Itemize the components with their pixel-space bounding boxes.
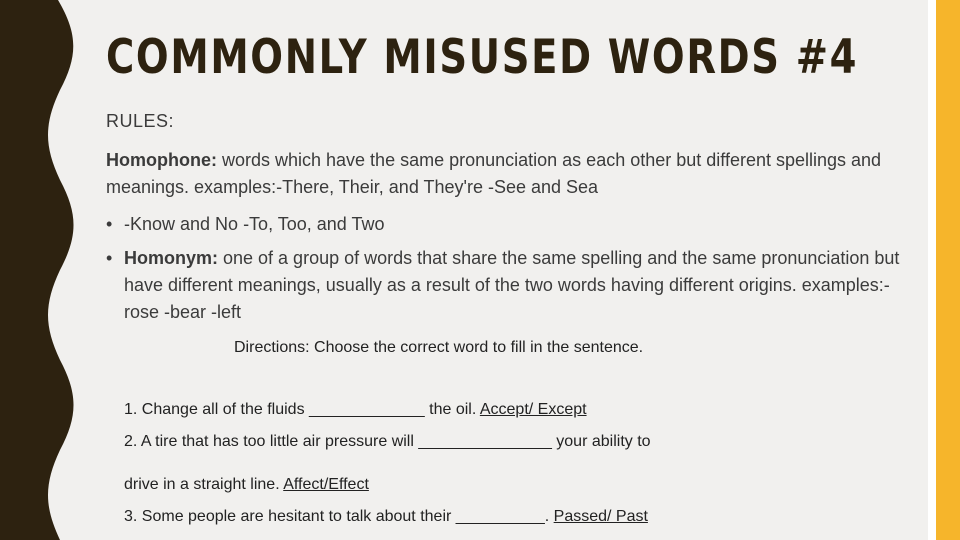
left-wavy-band bbox=[0, 0, 80, 540]
right-accent-gap bbox=[928, 0, 936, 540]
question-3-answer-choices: Passed/ Past bbox=[553, 508, 648, 525]
bullet-dot: • bbox=[106, 214, 113, 234]
homophone-definition bbox=[106, 147, 906, 201]
directions-text: Directions: Choose the correct word to fill in the sentence. bbox=[234, 339, 644, 356]
homophone-term: Homophone: bbox=[106, 150, 217, 170]
wavy-band-shape bbox=[0, 0, 74, 540]
question-2-answer-choices: Affect/Effect bbox=[283, 476, 369, 493]
rules-label: RULES: bbox=[106, 111, 175, 131]
question-3 bbox=[124, 506, 906, 528]
right-accent-band bbox=[936, 0, 960, 540]
question-1 bbox=[124, 399, 906, 421]
page-title: COMMONLY MISUSED WORDS #4 bbox=[106, 30, 859, 85]
question-3-text: 3. Some people are hesitant to talk about their __________. bbox=[124, 508, 554, 525]
homonym-term: Homonym: bbox=[124, 248, 218, 268]
slide-content bbox=[106, 108, 906, 538]
questions-list bbox=[124, 399, 906, 528]
bullet-examples-text: -Know and No -To, Too, and Two bbox=[124, 214, 385, 234]
homonym-text: one of a group of words that share the same spelling and the same pronunciation but have different meanings, usually as a result of the two words having different origins. examples:-rose -bear -left bbox=[124, 248, 900, 322]
question-2 bbox=[124, 431, 906, 453]
bullet-examples bbox=[106, 211, 906, 238]
homonym-definition bbox=[106, 245, 906, 326]
homophone-text: words which have the same pronunciation as each other but different spellings and meanings. examples:-There, Their, and They're -See and Sea bbox=[106, 150, 882, 197]
question-1-text: 1. Change all of the fluids _____________ the oil. bbox=[124, 401, 480, 418]
question-2-text-continued: drive in a straight line. bbox=[124, 476, 284, 493]
question-2-text: 2. A tire that has too little air pressure will _______________ your ability to bbox=[124, 433, 651, 450]
question-1-answer-choices: Accept/ Except bbox=[479, 401, 587, 418]
bullet-dot: • bbox=[106, 248, 113, 268]
question-2-continued bbox=[124, 474, 906, 496]
